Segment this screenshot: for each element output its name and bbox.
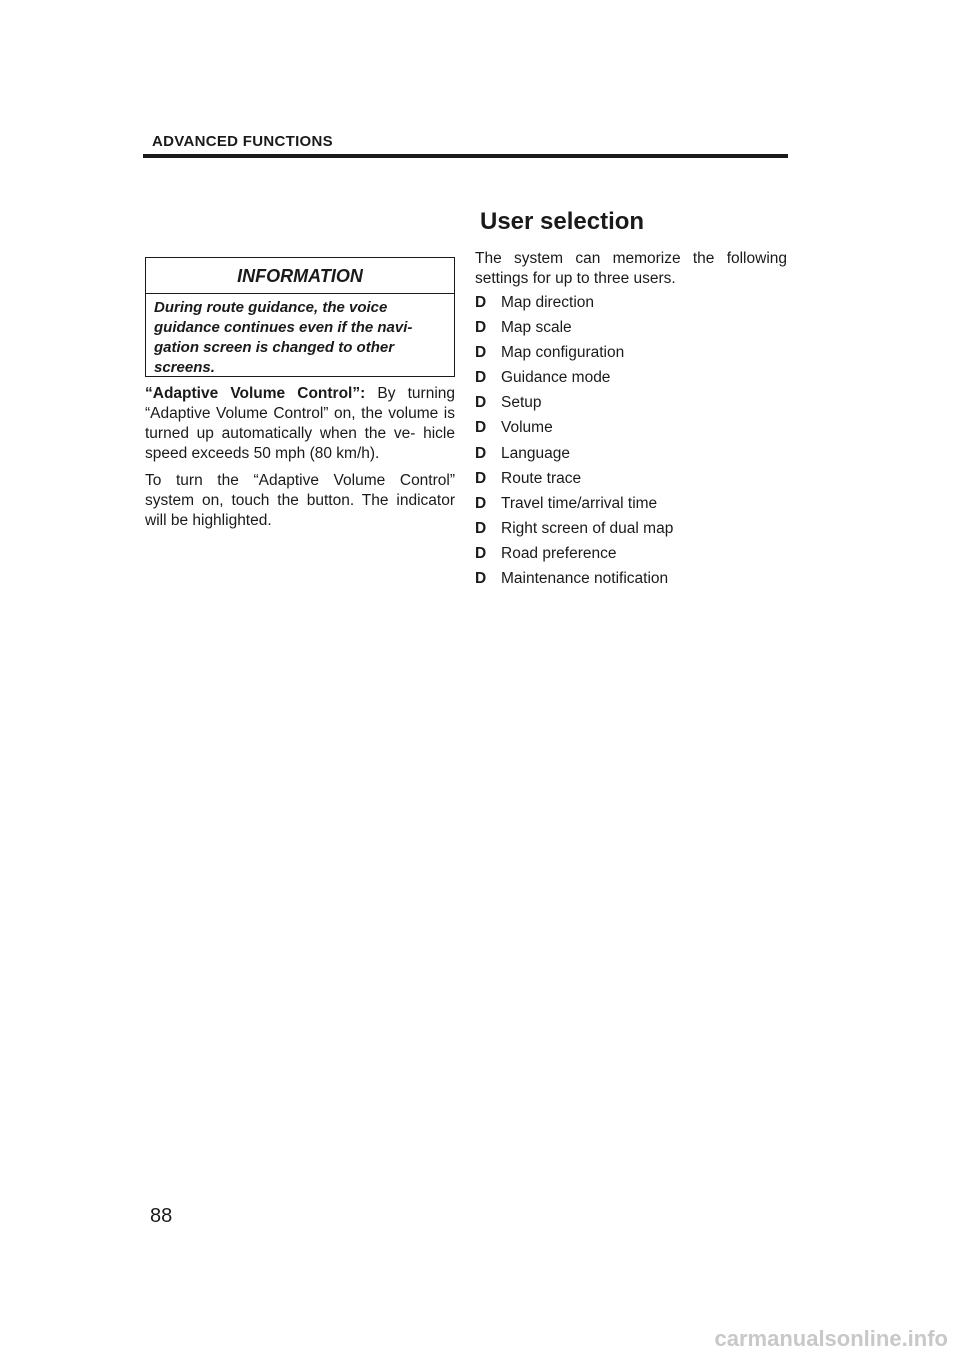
list-item-label: Map scale xyxy=(501,319,572,337)
bullet-icon: D xyxy=(475,419,487,437)
left-column xyxy=(145,384,455,538)
information-box xyxy=(145,257,455,377)
right-column xyxy=(475,249,787,594)
list-item-label: Travel time/arrival time xyxy=(501,494,658,512)
settings-list xyxy=(475,293,787,594)
list-item xyxy=(475,418,787,443)
bullet-icon: D xyxy=(475,544,487,562)
list-item-label: Road preference xyxy=(501,544,617,562)
bullet-icon: D xyxy=(475,519,487,537)
list-item-label: Map direction xyxy=(501,294,595,311)
bullet-icon: D xyxy=(475,469,487,487)
section-header-label: ADVANCED FUNCTIONS xyxy=(152,133,333,150)
adaptive-volume-term: “Adaptive Volume Control”: xyxy=(145,385,366,402)
list-item xyxy=(475,343,787,368)
list-item xyxy=(475,293,787,318)
list-item-label: Volume xyxy=(501,419,553,437)
bullet-icon: D xyxy=(475,494,487,512)
information-text xyxy=(154,298,446,378)
bullet-icon: D xyxy=(475,319,487,337)
list-item xyxy=(475,569,787,594)
list-item-label: Route trace xyxy=(501,469,582,487)
page-number: 88 xyxy=(150,1205,173,1227)
list-item xyxy=(475,444,787,469)
header-rule xyxy=(143,154,788,158)
list-item xyxy=(475,469,787,494)
list-item xyxy=(475,393,787,418)
information-line: guidance continues even if the navi- xyxy=(154,319,413,336)
user-selection-intro: The system can memorize the following settings for up to three users. xyxy=(475,250,787,287)
watermark: carmanualsonline.info xyxy=(714,1326,948,1351)
bullet-icon: D xyxy=(475,444,487,462)
adaptive-volume-paragraph xyxy=(145,384,455,464)
section-heading-user-selection: User selection xyxy=(480,208,645,235)
list-item xyxy=(475,544,787,569)
adaptive-volume-instructions: To turn the “Adaptive Volume Control” system on, touch the button. The indicator will be highlighted. xyxy=(145,472,455,529)
information-title: INFORMATION xyxy=(237,266,363,286)
bullet-icon: D xyxy=(475,570,487,588)
bullet-icon: D xyxy=(475,344,487,362)
list-item-label: Right screen of dual map xyxy=(501,519,674,537)
adaptive-volume-description: By turning “Adaptive Volume Control” on, the volume is turned up automatically when the ve- hicle speed exceeds 50 mph (80 km/h). xyxy=(145,385,455,462)
list-item xyxy=(475,494,787,519)
list-item xyxy=(475,318,787,343)
list-item-label: Language xyxy=(501,444,570,462)
bullet-icon: D xyxy=(475,394,487,412)
bullet-icon: D xyxy=(475,369,487,387)
list-item-label: Guidance mode xyxy=(501,369,611,387)
list-item-label: Map configuration xyxy=(501,344,625,362)
list-item xyxy=(475,368,787,393)
bullet-icon: D xyxy=(475,294,487,311)
list-item-label: Maintenance notification xyxy=(501,570,669,588)
information-line: gation screen is changed to other xyxy=(154,339,395,356)
list-item-label: Setup xyxy=(501,394,542,412)
information-line: screens. xyxy=(154,359,215,376)
information-line: During route guidance, the voice xyxy=(154,299,388,316)
information-divider xyxy=(146,293,454,294)
list-item xyxy=(475,519,787,544)
